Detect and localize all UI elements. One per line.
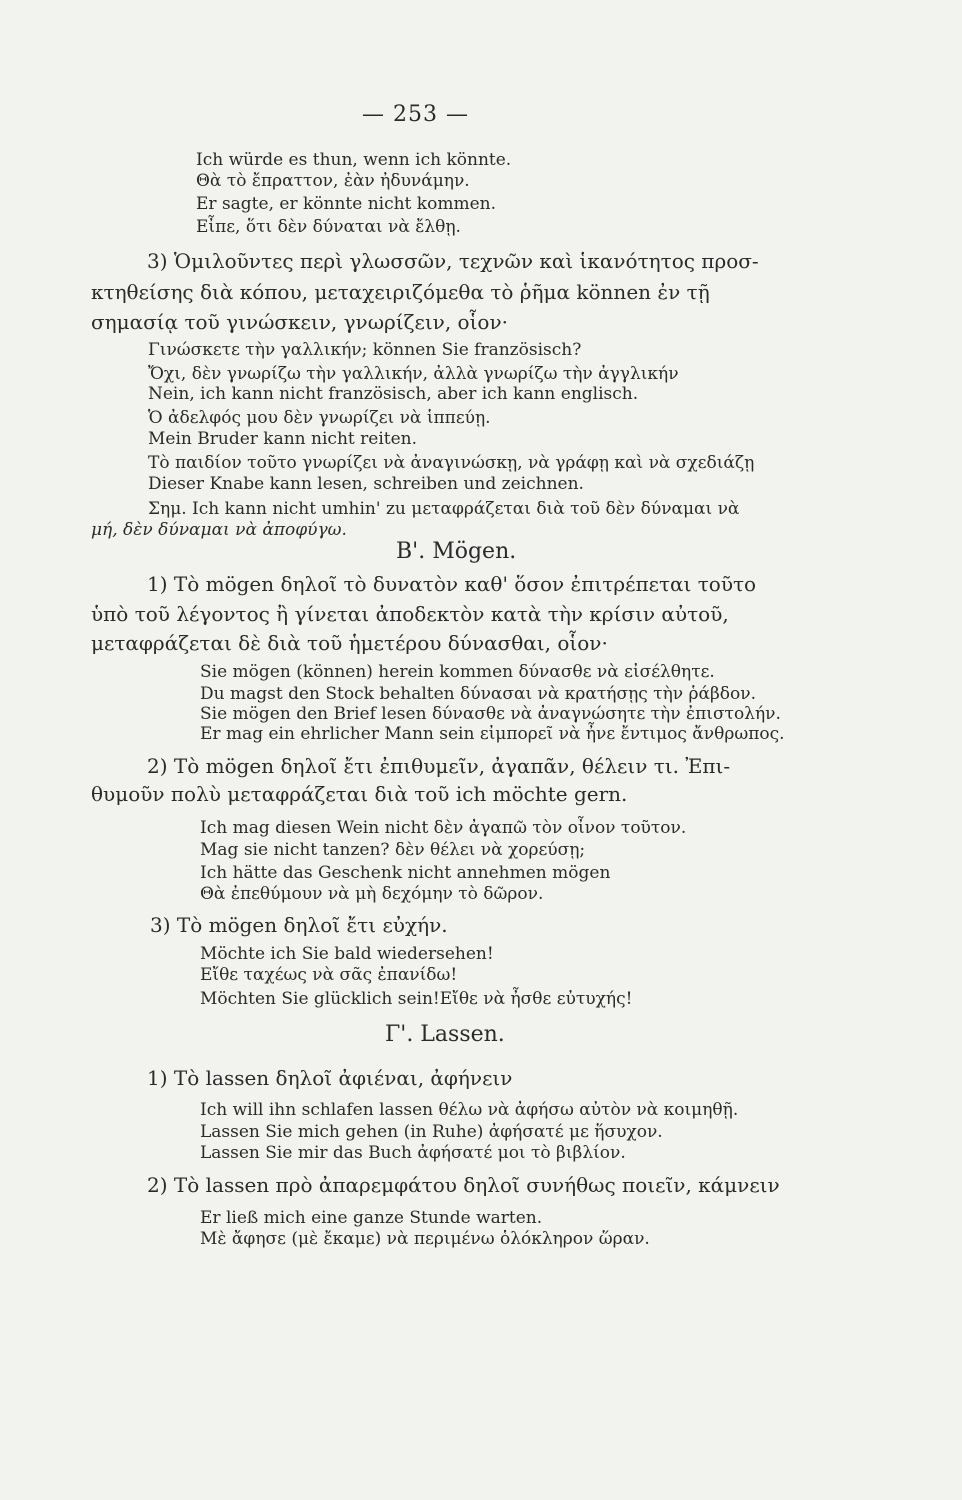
text-line: Du magst den Stock behalten δύνασαι νὰ κρατήσῃς τὴν ῥάβδον. xyxy=(200,684,757,704)
text-line: Er sagte, er könnte nicht kommen. xyxy=(196,194,496,214)
text-line: 1) Τὸ lassen δηλοῖ ἀφιέναι, ἀφήνειν xyxy=(147,1066,513,1090)
text-line: Γινώσκετε τὴν γαλλικήν; können Sie französisch? xyxy=(148,340,582,360)
text-line: Möchten Sie glücklich sein!Εἴθε νὰ ἦσθε εὐτυχής! xyxy=(200,989,633,1009)
text-line: Τὸ παιδίον τοῦτο γνωρίζει νὰ ἀναγινώσκῃ, νὰ γράφῃ καὶ νὰ σχεδιάζῃ xyxy=(148,453,755,473)
text-line: 3) Ὁμιλοῦντες περὶ γλωσσῶν, τεχνῶν καὶ ἱκανότητος προσ- xyxy=(147,249,759,273)
text-line: 2) Τὸ lassen πρὸ ἀπαρεμφάτου δηλοῖ συνήθως ποιεῖν, κάμνειν xyxy=(147,1173,780,1197)
text-line: 3) Τὸ mögen δηλοῖ ἔτι εὐχήν. xyxy=(150,913,448,937)
text-line: μεταφράζεται δὲ διὰ τοῦ ἡμετέρου δύνασθαι, οἷον· xyxy=(91,631,608,655)
text-line: Ich würde es thun, wenn ich könnte. xyxy=(196,150,512,170)
text-line: Er mag ein ehrlicher Mann sein εἰμπορεῖ νὰ ἦνε ἔντιμος ἄνθρωπος. xyxy=(200,724,785,744)
section-heading: Γ'. Lassen. xyxy=(385,1022,505,1047)
text-line: 2) Τὸ mögen δηλοῖ ἔτι ἐπιθυμεῖν, ἀγαπᾶν, θέλειν τι. Ἐπι- xyxy=(147,754,731,778)
text-line: κτηθείσης διὰ κόπου, μεταχειριζόμεθα τὸ ῥῆμα können ἐν τῇ xyxy=(91,280,710,304)
text-line: Θὰ τὸ ἔπραττον, ἐὰν ἠδυνάμην. xyxy=(196,171,470,191)
text-line: Εἴθε ταχέως νὰ σᾶς ἐπανίδω! xyxy=(200,965,458,985)
text-line: Μὲ ἄφησε (μὲ ἔκαμε) νὰ περιμένω ὁλόκληρον ὥραν. xyxy=(200,1229,650,1249)
text-line: Sie mögen (können) herein kommen δύνασθε νὰ εἰσέλθητε. xyxy=(200,662,715,682)
text-line: μή, δὲν δύναμαι νὰ ἀποφύγω. xyxy=(91,520,347,540)
text-line: ὑπὸ τοῦ λέγοντος ἢ γίνεται ἀποδεκτὸν κατὰ τὴν κρίσιν αὐτοῦ, xyxy=(91,602,729,626)
text-line: Ὁ ἀδελφός μου δὲν γνωρίζει νὰ ἱππεύῃ. xyxy=(148,408,491,428)
text-line: θυμοῦν πολὺ μεταφράζεται διὰ τοῦ ich möchte gern. xyxy=(91,782,628,806)
text-line: Θὰ ἐπεθύμουν νὰ μὴ δεχόμην τὸ δῶρον. xyxy=(200,884,544,904)
text-line: Lassen Sie mir das Buch ἀφήσατέ μοι τὸ βιβλίον. xyxy=(200,1143,626,1163)
text-line: Ich will ihn schlafen lassen θέλω νὰ ἀφήσω αὐτὸν νὰ κοιμηθῇ. xyxy=(200,1100,739,1120)
text-line: Ὄχι, δὲν γνωρίζω τὴν γαλλικήν, ἀλλὰ γνωρίζω τὴν ἀγγλικήν xyxy=(148,364,679,384)
text-line: Ich mag diesen Wein nicht δὲν ἀγαπῶ τὸν οἶνον τοῦτον. xyxy=(200,818,687,838)
text-line: Dieser Knabe kann lesen, schreiben und zeichnen. xyxy=(148,474,584,494)
text-line: Σημ. Ich kann nicht umhin' zu μεταφράζεται διὰ τοῦ δὲν δύναμαι νὰ xyxy=(148,499,740,519)
section-heading: Β'. Mögen. xyxy=(396,539,517,564)
page-number: — 253 — xyxy=(362,102,469,127)
text-line: Sie mögen den Brief lesen δύνασθε νὰ ἀναγνώσητε τὴν ἐπιστολήν. xyxy=(200,704,781,724)
text-line: Mag sie nicht tanzen? δὲν θέλει νὰ χορεύσῃ; xyxy=(200,840,586,860)
text-line: Möchte ich Sie bald wiedersehen! xyxy=(200,944,494,964)
text-line: Nein, ich kann nicht französisch, aber ich kann englisch. xyxy=(148,384,639,404)
text-line: Er ließ mich eine ganze Stunde warten. xyxy=(200,1208,543,1228)
text-line: Εἶπε, ὅτι δὲν δύναται νὰ ἔλθῃ. xyxy=(196,217,461,237)
text-line: Mein Bruder kann nicht reiten. xyxy=(148,429,417,449)
text-line: Lassen Sie mich gehen (in Ruhe) ἀφήσατέ με ἥσυχον. xyxy=(200,1122,663,1142)
text-line: Ich hätte das Geschenk nicht annehmen mögen xyxy=(200,863,611,883)
text-line: σημασίᾳ τοῦ γινώσκειν, γνωρίζειν, οἷον· xyxy=(91,310,508,334)
text-line: 1) Τὸ mögen δηλοῖ τὸ δυνατὸν καθ' ὅσον ἐπιτρέπεται τοῦτο xyxy=(147,572,757,596)
